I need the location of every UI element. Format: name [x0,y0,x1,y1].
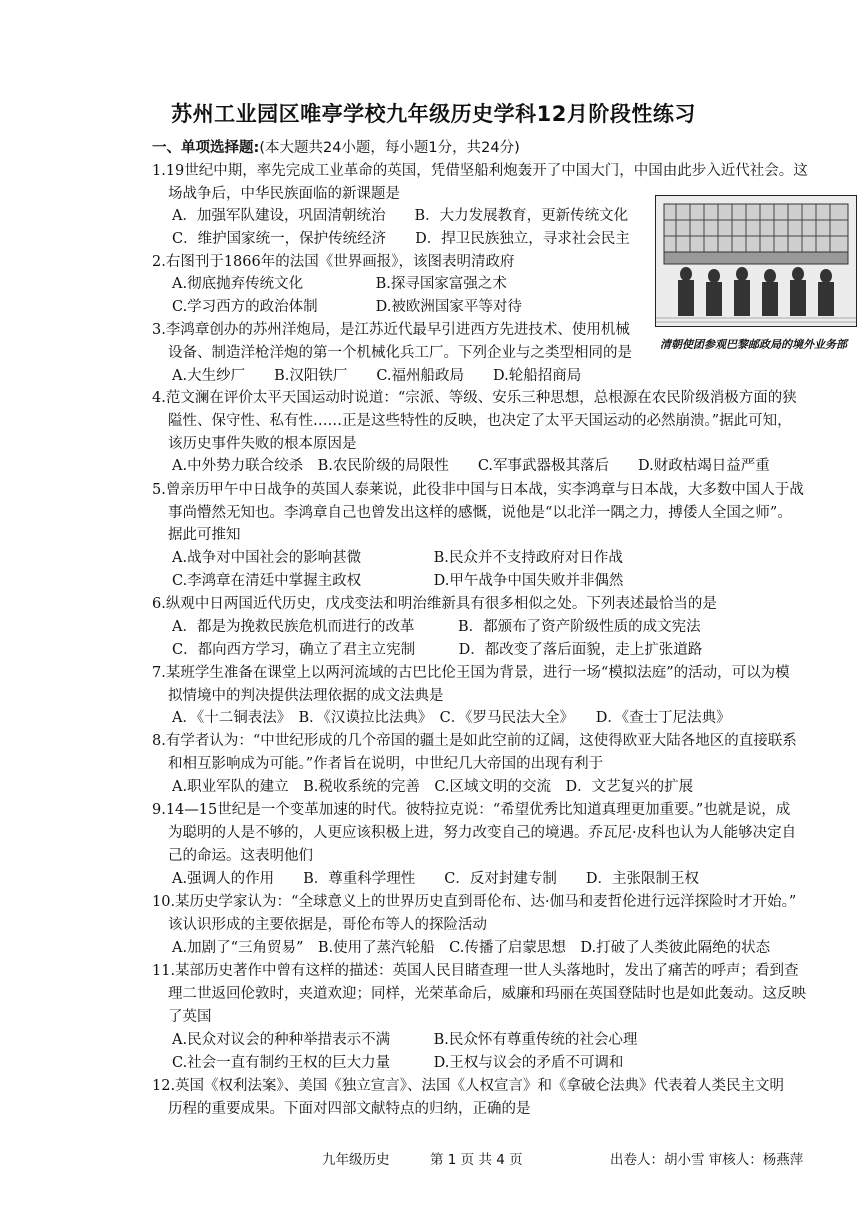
option-line: A.彻底抛弃传统文化 B.探寻国家富强之术 [172,276,507,292]
figure-caption: 清朝使团参观巴黎邮政局的境外业务部 [660,338,847,351]
question-line: 拟情境中的判决提供法理依据的成文法典是 [168,688,444,704]
option-line: A.加剧了“三角贸易” B.使用了蒸汽轮船 C.传播了启蒙思想 D.打破了人类彼此隔绝的状态 [172,940,771,956]
question-line: 历程的重要成果。下面对四部文献特点的归纳，正确的是 [168,1101,531,1117]
option-line: C.社会一直有制约王权的巨大力量 D.王权与议会的矛盾不可调和 [172,1055,624,1071]
question-line: 1.19世纪中期，率先完成工业革命的英国，凭借坚船利炮轰开了中国大门，中国由此步入近代社会。这 [152,163,808,179]
footer-subject: 九年级历史 [322,1152,390,1168]
question-line: 7.某班学生准备在课堂上以两河流域的古巴比伦王国为背景，进行一场“模拟法庭”的活动，可以为模 [152,665,790,681]
engraving-illustration [656,196,856,326]
question-line: 和相互影响成为可能。”作者旨在说明，中世纪几大帝国的出现有利于 [168,756,604,772]
question-line: 9.14—15世纪是一个变革加速的时代。彼特拉克说：“希望优秀比知道真理更加重要。”也就是说，成 [152,802,791,818]
question-line: 己的命运。这表明他们 [168,848,313,864]
option-line: C．维护国家统一，保护传统经济 D．捍卫民族独立，寻求社会民主 [172,231,630,247]
section-heading [152,136,520,157]
question-line: 12.英国《权利法案》、美国《独立宣言》、法国《人权宣言》和《拿破仑法典》代表着人类民主文明 [152,1078,785,1094]
question-line: 5.曾亲历甲午中日战争的英国人泰莱说，此役非中国与日本战，实李鸿章与日本战，大多数中国人于战 [152,482,804,498]
question-line: 事尚懵然无知也。李鸿章自己也曾发出这样的感慨，说他是“以北洋一隅之力，搏倭人全国之师”。 [168,505,792,521]
option-line: A．加强军队建设，巩固清朝统治 B．大力发展教育，更新传统文化 [172,208,629,224]
question-line: 10.某历史学家认为：“全球意义上的世界历史直到哥伦布、达·伽马和麦哲伦进行远洋探险时才开始。” [152,894,797,910]
question-line: 该历史事件失败的根本原因是 [168,436,357,452]
section-label: 一、单项选择题: [152,140,260,156]
question-line: 隘性、保守性、私有性……正是这些特性的反映，也决定了太平天国运动的必然崩溃。”据此可知， [168,413,792,429]
section-note: (本大题共24小题，每小题1分，共24分) [259,140,520,156]
option-line: A.民众对议会的种种举措表示不满 B.民众怀有尊重传统的社会心理 [172,1032,638,1048]
option-line: C.学习西方的政治体制 D.被欧洲国家平等对待 [172,299,522,315]
question-line: 11.某部历史著作中曾有这样的描述：英国人民目睹查理一世人头落地时，发出了痛苦的呼声；看到查 [152,963,799,979]
question-line: 4.范文澜在评价太平天国运动时说道：“宗派、等级、安乐三种思想，总根源在农民阶级消极方面的狭 [152,390,797,406]
question-line: 2.右图刊于1866年的法国《世界画报》，该图表明清政府 [152,254,515,270]
question-line: 场战争后，中华民族面临的新课题是 [168,186,400,202]
footer-page-number: 第 1 页 共 4 页 [430,1152,523,1168]
option-line: A．都是为挽救民族危机而进行的改革 B．都颁布了资产阶级性质的成文宪法 [172,619,701,635]
question-line: 3.李鸿章创办的苏州洋炮局，是江苏近代最早引进西方先进技术、使用机械 [152,322,630,338]
question-line: 8.有学者认为：“中世纪形成的几个帝国的疆土是如此空前的辽阔，这使得欧亚大陆各地区的直接联系 [152,733,797,749]
question-line: 为聪明的人是不够的，人更应该积极上进，努力改变自己的境遇。乔瓦尼·皮科也认为人能够决定自 [168,825,797,841]
question-line: 理二世返回伦敦时，夹道欢迎；同样，光荣革命后，威廉和玛丽在英国登陆时也是如此轰动。这反映 [168,986,806,1002]
question-line: 了英国 [168,1009,212,1025]
exam-title: 苏州工业园区唯亭学校九年级历史学科12月阶段性练习 [171,102,696,126]
option-line: A.战争对中国社会的影响甚微 B.民众并不支持政府对日作战 [172,550,623,566]
footer-authors: 出卷人：胡小雪 审核人：杨燕萍 [610,1152,804,1168]
question-line: 该认识形成的主要依据是，哥伦布等人的探险活动 [168,917,487,933]
option-line: A.大生纱厂 B.汉阳铁厂 C.福州船政局 D.轮船招商局 [172,368,582,384]
option-line: A.职业军队的建立 B.税收系统的完善 C.区域文明的交流 D．文艺复兴的扩展 [172,779,694,795]
question-line: 设备、制造洋枪洋炮的第一个机械化兵工厂。下列企业与之类型相同的是 [168,345,632,361]
option-line: C.李鸿章在清廷中掌握主政权 D.甲午战争中国失败并非偶然 [172,573,624,589]
option-line: C．都向西方学习，确立了君主立宪制 D．都改变了落后面貌，走上扩张道路 [172,642,703,658]
question-line: 6.纵观中日两国近代历史，戊戌变法和明治维新具有很多相似之处。下列表述最恰当的是 [152,596,717,612]
option-line: A.强调人的作用 B．尊重科学理性 C．反对封建专制 D．主张限制王权 [172,871,699,887]
option-line: A．《十二铜表法》 B．《汉谟拉比法典》 C．《罗马民法大全》 D．《查士丁尼法典》 [172,710,731,726]
option-line: A.中外势力联合绞杀 B.农民阶级的局限性 C.军事武器极其落后 D.财政枯竭日益严重 [172,458,770,474]
question-line: 据此可推知 [168,527,241,543]
historical-engraving-image [655,195,857,327]
